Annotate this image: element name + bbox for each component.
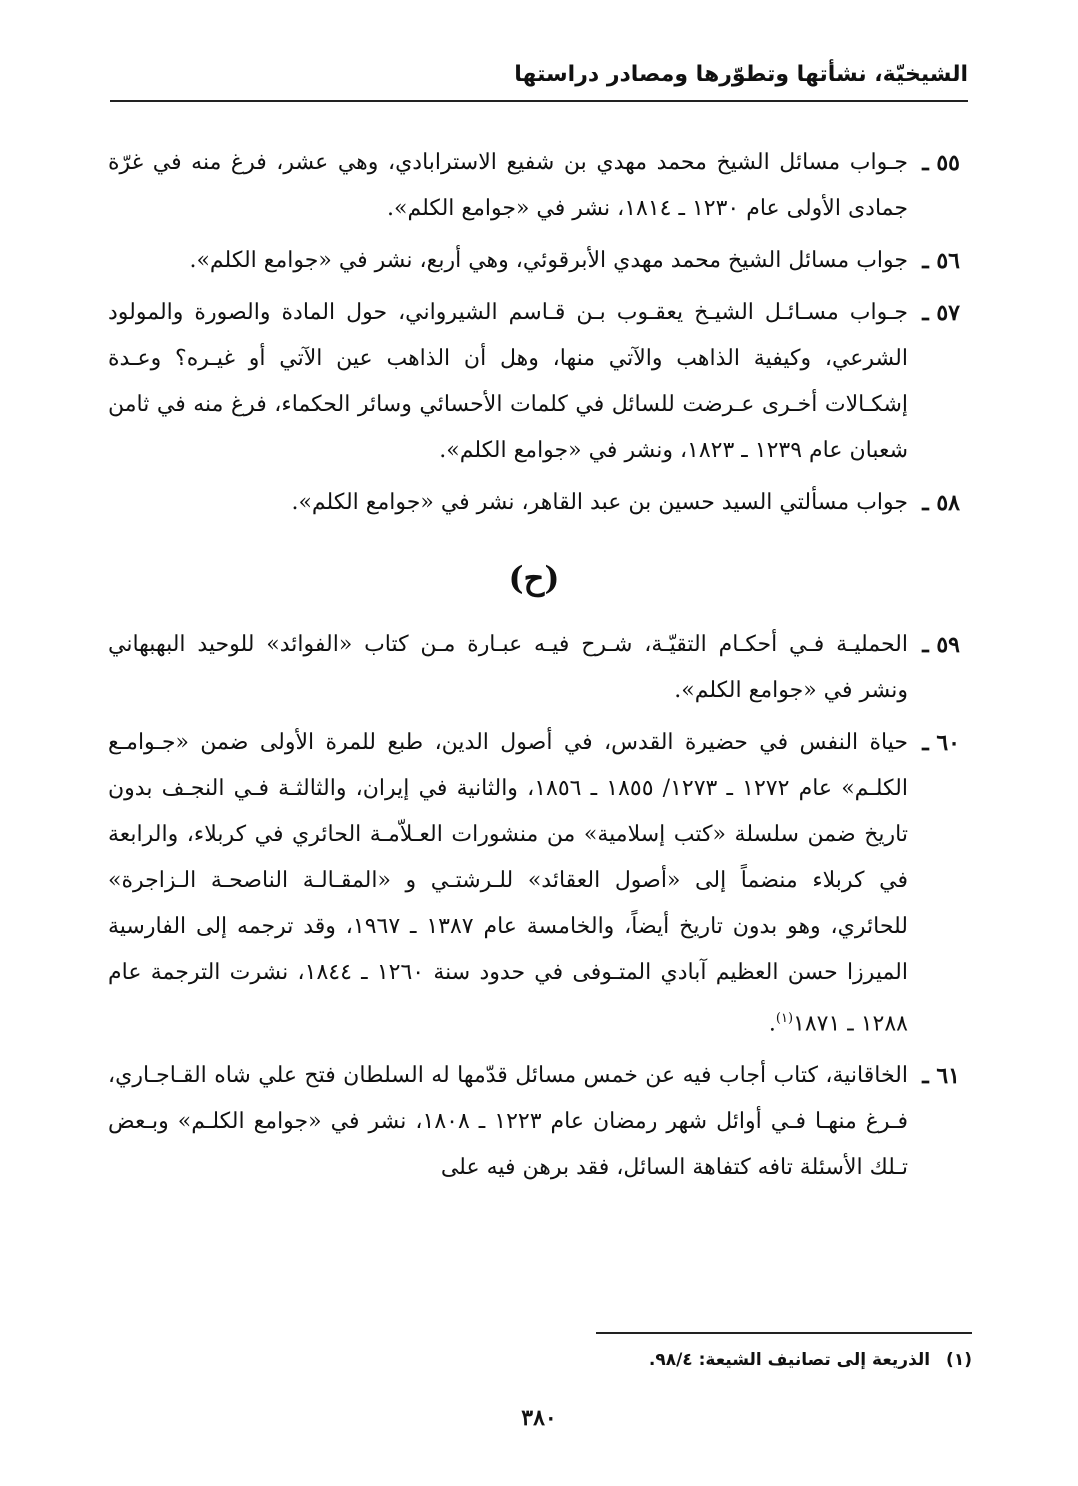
item-text: الخاقانية، كتاب أجاب فيه عن خمس مسائل قدّمها له السلطان فتح علي شاه القـاجـاري، فـرغ منهـا فـي أوائل شهر رمضان عام ١٢٢٣ ـ ١٨٠٨، نشر في «جوامع الكلـم» وبـعض تـلك الأسئلة تافه كتفاهة السائل، فقد برهن فيه على: [108, 1063, 908, 1181]
footnote: [110, 1345, 972, 1375]
page-body: [108, 140, 960, 1197]
item-number: ٥٦ ـ: [922, 248, 960, 274]
list-item: [108, 622, 960, 714]
list-item: [108, 140, 960, 232]
footnote-divider: [596, 1332, 972, 1334]
item-text: جواب مسائل الشيخ محمد مهدي الأبرقوئي، وهي أربع، نشر في «جوامع الكلم».: [189, 248, 908, 273]
list-item: [108, 238, 960, 284]
item-text-tail: .: [768, 1011, 776, 1037]
item-text: جـواب مسائل الشيخ محمد مهدي بن شفيع الاسترابادي، وهي عشر، فرغ منه في غرّة جمادى الأولى عام ١٢٣٠ ـ ١٨١٤، نشر في «جوامع الكلم».: [108, 150, 908, 221]
item-number: ٥٥ ـ: [922, 150, 960, 176]
item-number: ٥٨ ـ: [922, 490, 960, 516]
item-number: ٦١ ـ: [922, 1063, 960, 1090]
item-number: ٥٩ ـ: [922, 632, 960, 658]
item-text-wrapper: [108, 720, 908, 1047]
item-text: جواب مسألتي السيد حسين بن عبد القاهر، نشر في «جوامع الكلم».: [291, 490, 908, 515]
item-text: حياة النفس في حضيرة القدس، في أصول الدين، طبع للمرة الأولى ضمن «جـوامـع الكلـم» عام ١٢٧٢ ـ ١٢٧٣/ ١٨٥٥ ـ ١٨٥٦، والثانية في إيران، والثالثـة فـي النجـف بدون تاريخ ضمن سلسلة «كتب إسلامية» من منشورات العـلاّمـة الحائري في كربلاء، والرابعة في كربلاء منضماً إلى «أصول العقائد» للـرشتـي و «المقـالـة الناصحـة الـزاجرة» للحائري، وهو بدون تاريخ أيضاً، والخامسة عام ١٣٨٧ ـ ١٩٦٧، وقد ترجمه إلى الفارسية الميرزا حسن العظيم آبادي المتـوفى في حدود سنة ١٢٦٠ ـ ١٨٤٤، نشرت الترجمة عام ١٢٨٨ ـ ١٨٧١: [108, 730, 909, 1037]
footnote-text: الذريعة إلى تصانيف الشيعة: ٩٨/٤.: [648, 1350, 931, 1370]
page-number: ٣٨٠: [521, 1405, 557, 1431]
item-number: ٥٧ ـ: [922, 300, 960, 326]
list-item: [108, 290, 960, 474]
section-heading: (ح): [508, 559, 560, 597]
header-divider: [110, 100, 968, 102]
item-text: جـواب مسـائـل الشيـخ يعقـوب بـن قـاسم الشيرواني، حول المادة والصورة والمولود الشرعي، وكيفية الذاهب والآتي منها، وهل أن الذاهب عين الآتي أو غيـره؟ وعـدة إشكـالات أخـرى عـرضت للسائل في كلمات الأحسائي وسائر الحكماء، فرغ منه في ثامن شعبان عام ١٢٣٩ ـ ١٨٢٣، ونشر في «جوامع الكلم».: [108, 300, 908, 463]
list-item: [108, 1053, 960, 1191]
list-item: [108, 720, 960, 1047]
item-text: الحمليـة فـي أحكـام التقيّـة، شـرح فيـه عبـارة مـن كتاب «الفوائد» للوحيد البهبهاني ونشر في «جوامع الكلم».: [108, 632, 908, 703]
running-header: الشيخيّة، نشأتها وتطوّرها ومصادر دراستها: [514, 62, 968, 87]
list-item: [108, 480, 960, 526]
item-number: ٦٠ ـ: [922, 730, 960, 756]
footnote-reference[interactable]: (١): [775, 1011, 794, 1026]
footnote-number: (١): [946, 1350, 972, 1370]
